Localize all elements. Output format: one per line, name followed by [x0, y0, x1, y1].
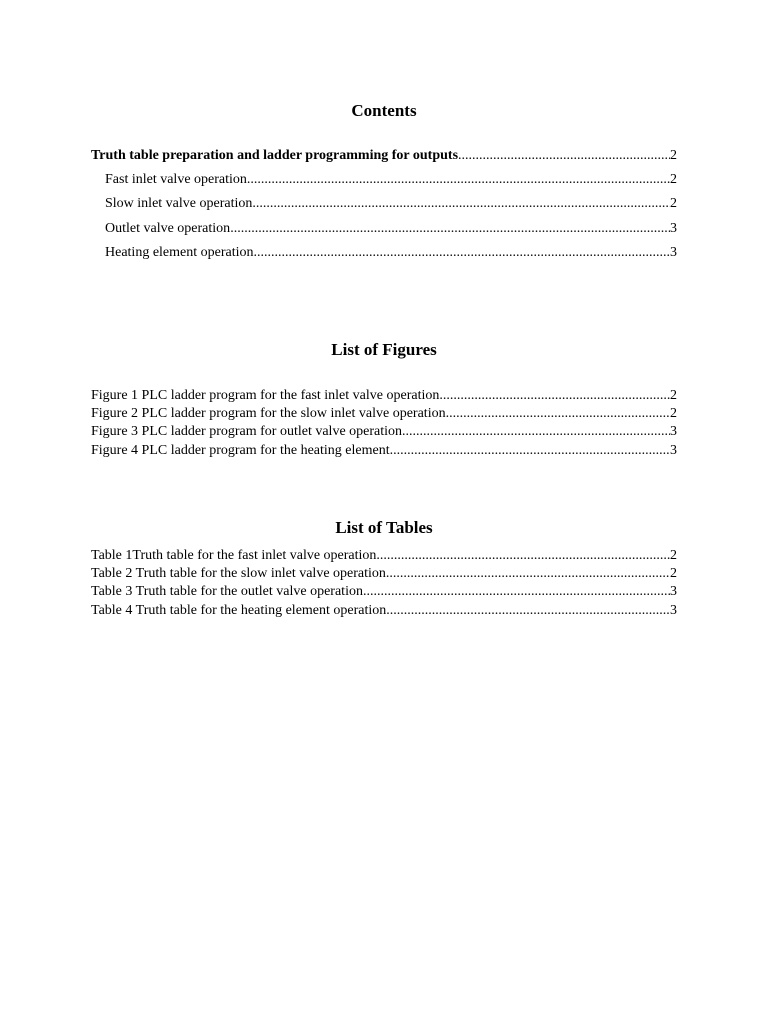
toc-entry-truth-table-preparation[interactable]	[91, 147, 677, 171]
table-entry-label: Table 2 Truth table for the slow inlet valve operation	[91, 566, 386, 582]
table-entry-page: 3	[670, 602, 677, 618]
dot-leader	[439, 387, 670, 405]
figure-entry-label: Figure 1 PLC ladder program for the fast inlet valve operation	[91, 388, 440, 403]
toc-entry-page: 3	[670, 220, 677, 236]
dot-leader	[386, 565, 670, 583]
toc-entry-label: Heating element operation	[105, 244, 254, 260]
figure-entry-label: Figure 2 PLC ladder program for the slow inlet valve operation	[91, 406, 446, 422]
table-entry-2[interactable]	[91, 565, 677, 583]
figure-entry-label: Figure 4 PLC ladder program for the heating element	[91, 442, 390, 458]
list-of-tables-heading: List of Tables	[335, 518, 433, 537]
dot-leader	[386, 602, 670, 620]
figure-entry-4[interactable]	[91, 442, 677, 460]
table-entry-label: Table 1Truth table for the fast inlet valve operation	[91, 548, 377, 563]
table-entry-1[interactable]	[91, 547, 677, 565]
dot-leader	[247, 171, 670, 189]
figure-entry-1[interactable]	[91, 387, 677, 405]
dot-leader	[376, 547, 670, 565]
figure-entry-3[interactable]	[91, 423, 677, 441]
toc-entry-page: 2	[670, 172, 677, 188]
dot-leader	[402, 423, 670, 441]
toc-entry-label: Truth table preparation and ladder programming for outputs	[91, 148, 459, 163]
dot-leader	[254, 244, 671, 262]
dot-leader	[252, 195, 670, 213]
dot-leader	[458, 147, 670, 165]
table-entry-page: 3	[670, 584, 677, 600]
toc-entry-heating-element[interactable]	[91, 244, 677, 268]
table-entry-label: Table 3 Truth table for the outlet valve operation	[91, 584, 363, 600]
figure-entry-page: 3	[670, 424, 677, 440]
figure-entry-label: Figure 3 PLC ladder program for outlet valve operation	[91, 424, 403, 440]
table-entry-label: Table 4 Truth table for the heating element operation	[91, 602, 387, 618]
toc-entry-page: 2	[670, 148, 677, 163]
toc-entry-label: Outlet valve operation	[105, 220, 231, 236]
dot-leader	[390, 442, 670, 460]
list-of-figures	[91, 387, 677, 460]
toc-entry-fast-inlet-valve[interactable]	[91, 171, 677, 195]
figure-entry-page: 2	[670, 388, 677, 403]
toc-entry-slow-inlet-valve[interactable]	[91, 195, 677, 219]
toc-entry-label: Slow inlet valve operation	[105, 196, 253, 212]
toc-entry-outlet-valve[interactable]	[91, 220, 677, 244]
figure-entry-2[interactable]	[91, 405, 677, 423]
list-of-figures-heading: List of Figures	[331, 340, 437, 359]
toc-entry-page: 3	[670, 244, 677, 260]
dot-leader	[230, 220, 670, 238]
toc-entry-page: 2	[670, 196, 677, 212]
list-of-tables	[91, 547, 677, 620]
contents-list	[91, 147, 677, 268]
contents-heading: Contents	[351, 101, 417, 120]
figure-entry-page: 3	[670, 442, 677, 458]
toc-entry-label: Fast inlet valve operation	[105, 172, 247, 188]
table-entry-4[interactable]	[91, 602, 677, 620]
table-entry-page: 2	[670, 548, 677, 563]
figure-entry-page: 2	[670, 406, 677, 422]
table-entry-page: 2	[670, 566, 677, 582]
table-entry-3[interactable]	[91, 583, 677, 601]
dot-leader	[446, 405, 670, 423]
dot-leader	[363, 583, 670, 601]
